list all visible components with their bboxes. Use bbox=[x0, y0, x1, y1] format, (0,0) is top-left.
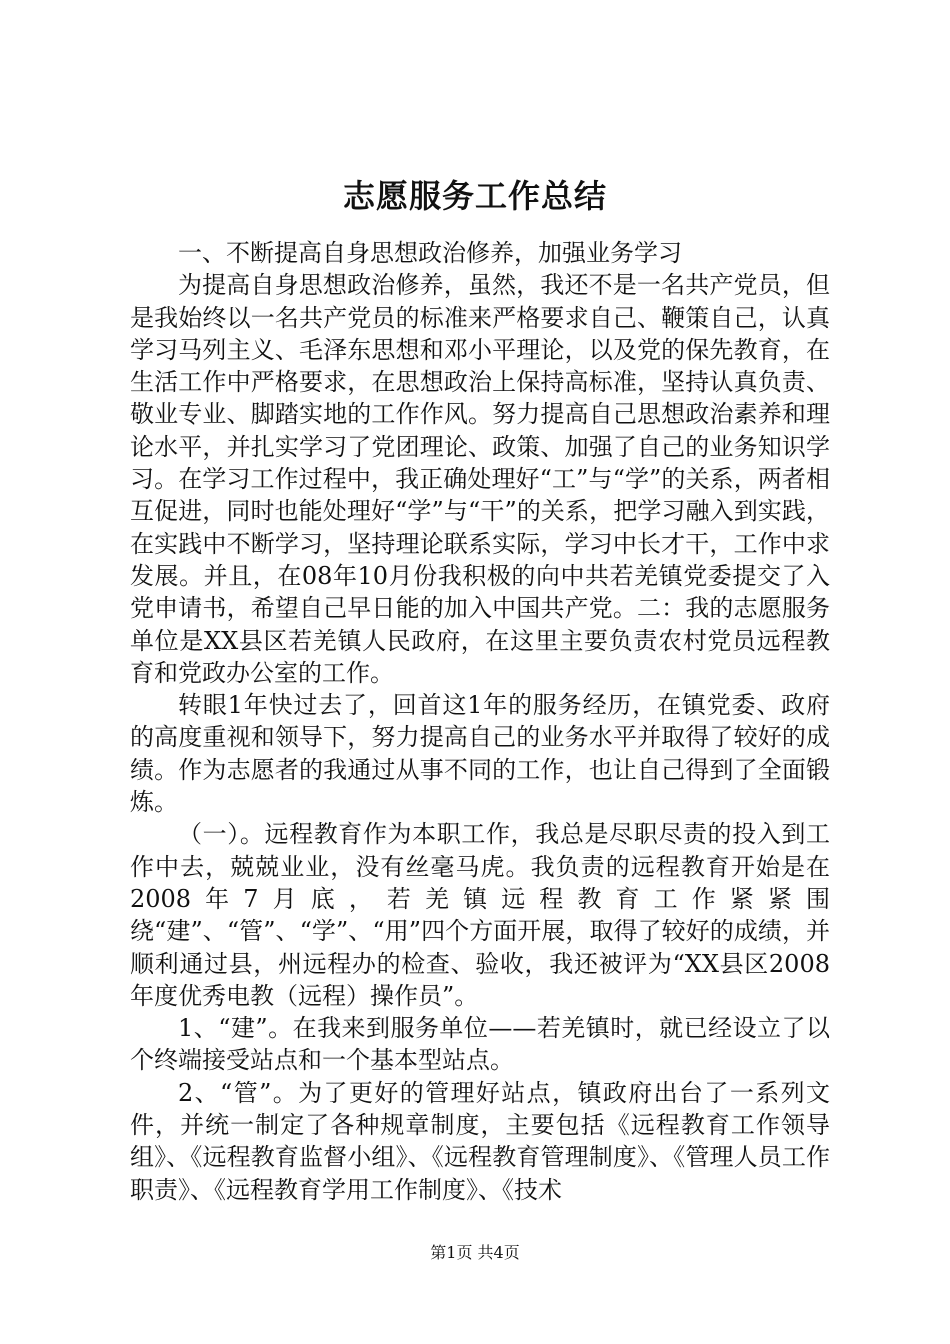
paragraph-4: 1、“建”。在我来到服务单位——若羌镇时，就已经设立了以个终端接受站点和一个基本型站点。 bbox=[130, 1014, 830, 1075]
document-body bbox=[130, 237, 830, 1206]
page-footer: 第1页 共4页 bbox=[430, 1243, 520, 1262]
paragraph-3: （一）。远程教育作为本职工作，我总是尽职尽责的投入到工作中去，兢兢业业，没有丝毫马虎。我负责的远程教育开始是在2008年7月底，若羌镇远程教育工作紧紧围绕“建”、“管”、“学”、“用”四个方面开展，取得了较好的成绩，并顺利通过县，州远程办的检查、验收，我还被评为“XX县区2008年度优秀电教（远程）操作员”。 bbox=[130, 820, 830, 1010]
document-title: 志愿服务工作总结 bbox=[342, 177, 607, 215]
paragraph-5: 2、“管”。为了更好的管理好站点，镇政府出台了一系列文件，并统一制定了各种规章制度，主要包括《远程教育工作领导组》、《远程教育监督小组》、《远程教育管理制度》、《管理人员工作职责》、《远程教育学用工作制度》、《技术 bbox=[130, 1078, 830, 1204]
section-heading-1: 一、不断提高自身思想政治修养，加强业务学习 bbox=[178, 239, 682, 267]
paragraph-1: 为提高自身思想政治修养，虽然，我还不是一名共产党员，但是我始终以一名共产党员的标准来严格要求自己、鞭策自己，认真学习马列主义、毛泽东思想和邓小平理论，以及党的保先教育，在生活工作中严格要求，在思想政治上保持高标准，坚持认真负责、敬业专业、脚踏实地的工作作风。努力提高自己思想政治素养和理论水平，并扎实学习了党团理论、政策、加强了自己的业务知识学习。在学习工作过程中，我正确处理好“工”与“学”的关系，两者相互促进，同时也能处理好“学”与“干”的关系，把学习融入到实践，在实践中不断学习，坚持理论联系实际，学习中长才干，工作中求发展。并且，在08年10月份我积极的向中共若羌镇党委提交了入党申请书，希望自己早日能的加入中国共产党。二：我的志愿服务单位是XX县区若羌镇人民政府，在这里主要负责农村党员远程教育和党政办公室的工作。 bbox=[130, 271, 830, 687]
paragraph-2: 转眼1年快过去了，回首这1年的服务经历，在镇党委、政府的高度重视和领导下，努力提高自己的业务水平并取得了较好的成绩。作为志愿者的我通过从事不同的工作，也让自己得到了全面锻炼。 bbox=[130, 691, 830, 817]
